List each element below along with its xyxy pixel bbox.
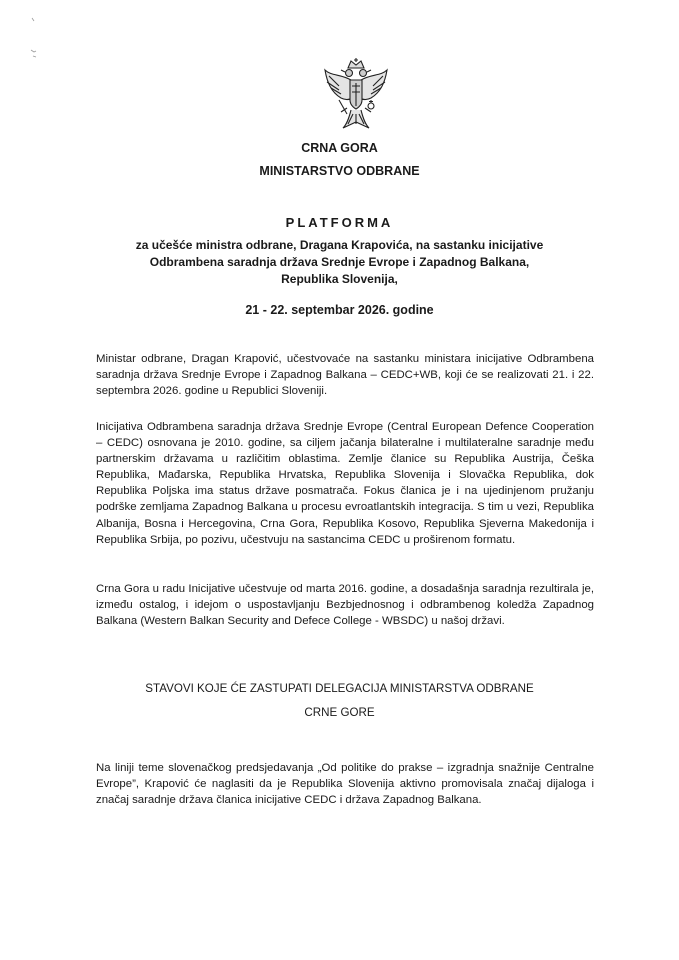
country-name: CRNA GORA xyxy=(301,141,378,155)
subtitle-line: za učešće ministra odbrane, Dragana Krapovića, na sastanku inicijative xyxy=(135,238,544,252)
subtitle-line: Republika Slovenija, xyxy=(281,272,398,286)
document-title: PLATFORMA xyxy=(285,215,394,230)
body-paragraph: Inicijativa Odbrambena saradnja država Srednje Evrope (Central European Defence Cooperation – CEDC) osnovana je 2010. godine, sa ciljem jačanja bilateralne i multilateralne saradnje među partnerskim državama u različitim oblastima. Zemlje članice su Republika Austrija, Češka Republika, Mađarska, Republika Hrvatska, Republika Slovenija i Slovačka Republika, dok Republika Poljska ima status države posmatrača. Fokus članica je i na ujedinjenom pružanju podrške zemljama Zapadnog Balkana u procesu evroatlantskih integracija. S tim u vezi, Republika Albanija, Bosna i Hercegovina, Crna Gora, Republika Kosovo, Republika Sjeverna Makedonija i Republika Srbija, po pozivu, učestvuju na sastancima CEDC u proširenom formatu. xyxy=(96,421,594,546)
section-heading: STAVOVI KOJE ĆE ZASTUPATI DELEGACIJA MINISTARSTVA ODBRANE xyxy=(145,682,534,695)
ministry-name: MINISTARSTVO ODBRANE xyxy=(259,164,420,178)
body-paragraph: Crna Gora u radu Inicijative učestvuje od marta 2016. godine, a dosadašnja saradnja rezultirala je, između ostalog, i idejom o uspostavljanju Bezbjednosnog i odbrambenog koledža Zapadnog Balkana (Western Balkan Security and Defece College - WBSDC) u našoj državi. xyxy=(96,583,594,628)
subtitle-line: Odbrambena saradnja država Srednje Evrope i Zapadnog Balkana, xyxy=(149,255,530,269)
document-subtitle xyxy=(0,237,679,288)
coat-of-arms-icon xyxy=(321,56,391,136)
body-paragraph: Na liniji teme slovenačkog predsjedavanja „Od politike do prakse – izgradnja snažnije Centralne Evrope”, Krapović će naglasiti da je Republika Slovenija aktivno promovisala značaj dijaloga i značaj saradnje država članica inicijative CEDC i država Zapadnog Balkana. xyxy=(96,762,594,807)
document-date: 21 - 22. septembar 2026. godine xyxy=(245,303,434,317)
scan-marks xyxy=(28,10,48,70)
body-paragraph: Ministar odbrane, Dragan Krapović, učestvovaće na sastanku ministara inicijative Odbrambena saradnja država Srednje Evrope i Zapadnog Balkana – CEDC+WB, koji će se realizovati 21. i 22. septembra 2026. godine u Republici Sloveniji. xyxy=(96,353,594,398)
section-heading: CRNE GORE xyxy=(304,706,375,719)
